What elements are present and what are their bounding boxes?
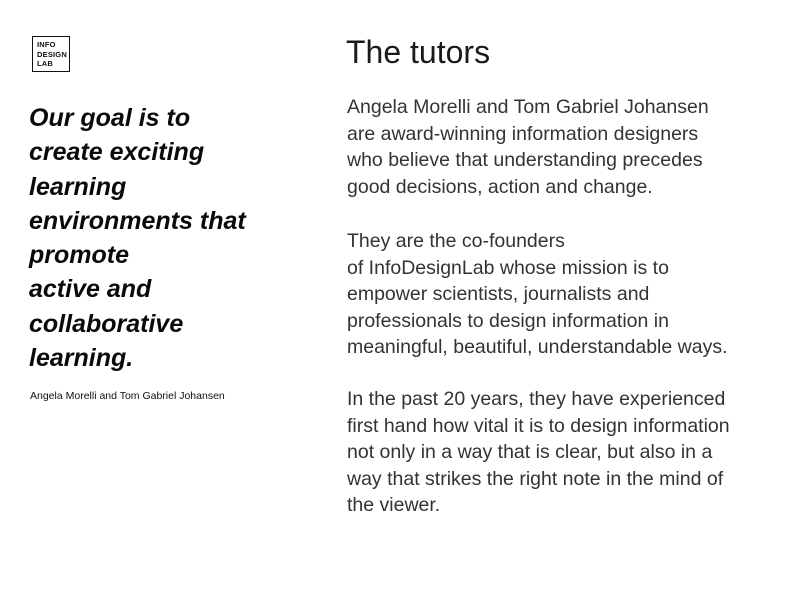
quote-line: active and — [29, 275, 152, 304]
logo-text-line: DESIGN — [37, 49, 67, 59]
paragraph-line: meaningful, beautiful, understandable ways. — [347, 336, 728, 358]
quote-line: promote — [29, 241, 129, 270]
paragraph-line: They are the co-founders — [347, 230, 565, 252]
paragraph-line: good decisions, action and change. — [347, 175, 653, 198]
logo-text-line: INFO — [37, 40, 56, 49]
tutors-intro-paragraph — [347, 94, 709, 200]
page-title: The tutors — [346, 34, 491, 70]
paragraph-line: empower scientists, journalists and — [347, 283, 650, 305]
quote-line: environments that — [29, 206, 246, 235]
quote-line: collaborative — [29, 309, 184, 338]
logo-text-line: LAB — [37, 59, 54, 68]
experience-paragraph — [347, 386, 730, 519]
quote-credit: Angela Morelli and Tom Gabriel Johansen — [30, 390, 225, 402]
quote-line: learning — [29, 172, 127, 201]
paragraph-line: not only in a way that is clear, but also in a — [347, 441, 713, 463]
infodesignlab-logo — [32, 36, 70, 72]
paragraph-line: In the past 20 years, they have experienced — [347, 388, 726, 410]
quote-line: learning. — [29, 344, 134, 373]
paragraph-line: of InfoDesignLab whose mission is to — [347, 256, 669, 279]
quote-line: create exciting — [29, 138, 205, 167]
paragraph-line: are award-winning information designers — [347, 122, 699, 145]
paragraph-line: Angela Morelli and Tom Gabriel Johansen — [347, 96, 709, 118]
mission-paragraph — [347, 228, 728, 361]
paragraph-line: way that strikes the right note in the mind of — [347, 467, 724, 490]
paragraph-line: the viewer. — [347, 494, 441, 516]
paragraph-line: who believe that understanding precedes — [347, 149, 703, 171]
paragraph-line: professionals to design information in — [347, 309, 669, 332]
paragraph-line: first hand how vital it is to design information — [347, 414, 730, 437]
goal-quote — [29, 101, 329, 375]
quote-line: Our goal is to — [29, 104, 191, 132]
